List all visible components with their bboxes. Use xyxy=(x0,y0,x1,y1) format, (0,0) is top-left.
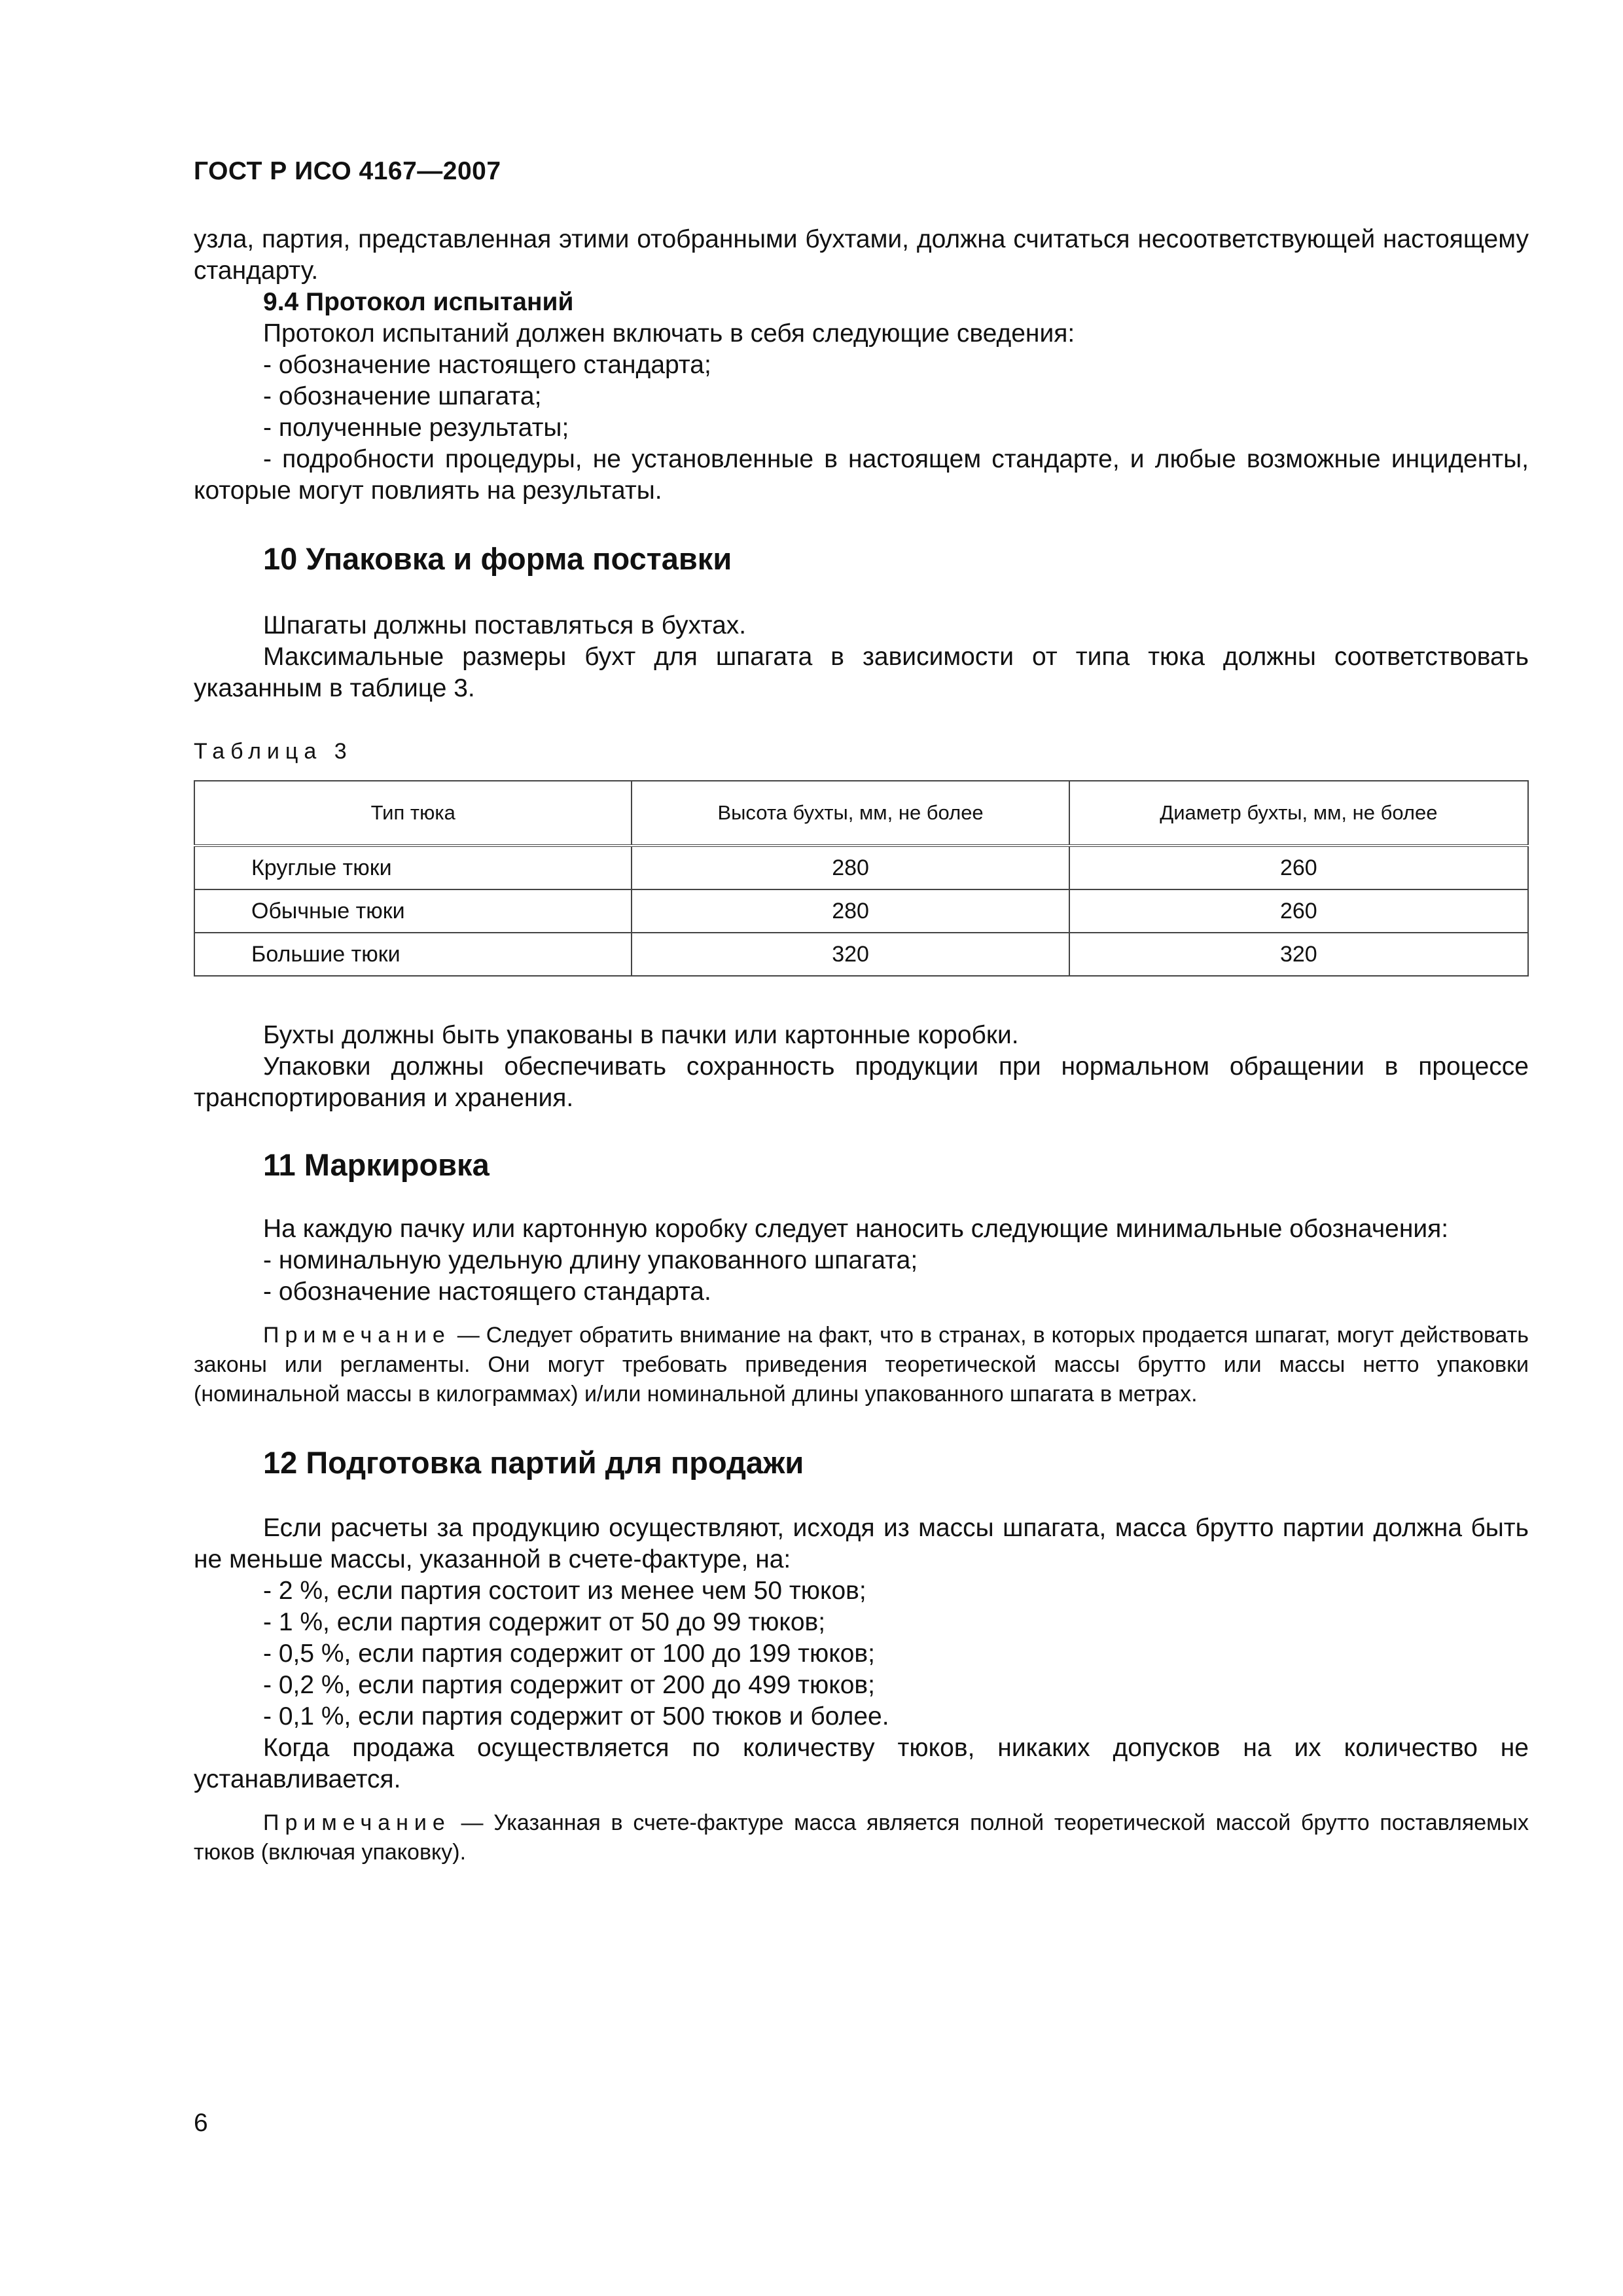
table-row xyxy=(194,889,1528,933)
list-item: - полученные результаты; xyxy=(263,414,569,442)
document-header: ГОСТ Р ИСО 4167—2007 xyxy=(194,157,501,185)
table-row xyxy=(194,933,1528,976)
section-title-12: 12 Подготовка партий для продажи xyxy=(263,1445,804,1480)
page-number: 6 xyxy=(194,2109,208,2137)
table-cell: 320 xyxy=(632,933,1069,976)
continuation-paragraph: узла, партия, представленная этими отобранными бухтами, должна считаться несоответствующей настоящему стандарту. xyxy=(194,225,1529,285)
note-label: Примечание xyxy=(263,1323,451,1348)
list-item: - подробности процедуры, не установленные в настоящем стандарте, и любые возможные инциденты, которые могут повлиять на результаты. xyxy=(194,445,1529,505)
note-text: — Следует обратить внимание на факт, что в странах, в которых продается шпагат, могут действовать законы или регламенты. Они могут требовать приведения теоретической массы брутто или массы нетто упаковки (номинальной массы в килограммах) и/или номинальной длины упакованного шпагата в метрах. xyxy=(194,1323,1529,1407)
table-cell: Обычные тюки xyxy=(194,889,632,933)
paragraph: На каждую пачку или картонную коробку следует наносить следующие минимальные обозначения: xyxy=(263,1215,1449,1243)
note-text: — Указанная в счете-фактуре масса является полной теоретической массой брутто поставляемых тюков (включая упаковку). xyxy=(194,1810,1529,1865)
paragraph: Максимальные размеры бухт для шпагата в зависимости от типа тюка должны соответствовать указанным в таблице 3. xyxy=(194,643,1529,702)
paragraph: Упаковки должны обеспечивать сохранность продукции при нормальном обращении в процессе транспортирования и хранения. xyxy=(194,1052,1529,1112)
table-header-cell: Тип тюка xyxy=(194,781,632,846)
table-cell: 280 xyxy=(632,889,1069,933)
paragraph: Когда продажа осуществляется по количеству тюков, никаких допусков на их количество не устанавливается. xyxy=(194,1734,1529,1793)
table-cell: Большие тюки xyxy=(194,933,632,976)
list-item: - обозначение настоящего стандарта. xyxy=(263,1278,711,1306)
table-caption: Таблица 3 xyxy=(194,739,353,764)
list-item: - 1 %, если партия содержит от 50 до 99 тюков; xyxy=(263,1608,826,1636)
list-item: - номинальную удельную длину упакованного шпагата; xyxy=(263,1246,918,1274)
document-page xyxy=(194,157,1529,1867)
list-item: - обозначение настоящего стандарта; xyxy=(263,351,711,379)
paragraph: Шпагаты должны поставляться в бухтах. xyxy=(263,611,747,639)
list-item: - 0,2 %, если партия содержит от 200 до 499 тюков; xyxy=(263,1671,875,1699)
note-label: Примечание xyxy=(263,1810,451,1835)
paragraph: Бухты должны быть упакованы в пачки или картонные коробки. xyxy=(263,1021,1019,1049)
table-cell: 260 xyxy=(1069,889,1528,933)
paragraph: Если расчеты за продукцию осуществляют, исходя из массы шпагата, масса брутто партии должна быть не меньше массы, указанной в счете-фактуре, на: xyxy=(194,1514,1529,1573)
section-title-11: 11 Маркировка xyxy=(263,1147,490,1182)
protocol-lead: Протокол испытаний должен включать в себя следующие сведения: xyxy=(263,319,1075,348)
note xyxy=(194,1321,1529,1409)
table-row xyxy=(194,846,1528,889)
table-cell: Круглые тюки xyxy=(194,846,632,889)
section-title-10: 10 Упаковка и форма поставки xyxy=(263,541,732,576)
subsection-title-9-4: 9.4 Протокол испытаний xyxy=(263,288,574,316)
table-3 xyxy=(194,780,1529,977)
list-item: - обозначение шпагата; xyxy=(263,382,542,410)
table-header-row xyxy=(194,781,1528,846)
note xyxy=(194,1808,1529,1867)
list-item: - 0,5 %, если партия содержит от 100 до 199 тюков; xyxy=(263,1640,875,1668)
table-header-cell: Диаметр бухты, мм, не более xyxy=(1069,781,1528,846)
list-item: - 2 %, если партия состоит из менее чем 50 тюков; xyxy=(263,1577,866,1605)
table-cell: 280 xyxy=(632,846,1069,889)
table-header-cell: Высота бухты, мм, не более xyxy=(632,781,1069,846)
table-cell: 320 xyxy=(1069,933,1528,976)
table-cell: 260 xyxy=(1069,846,1528,889)
list-item: - 0,1 %, если партия содержит от 500 тюков и более. xyxy=(263,1702,889,1731)
